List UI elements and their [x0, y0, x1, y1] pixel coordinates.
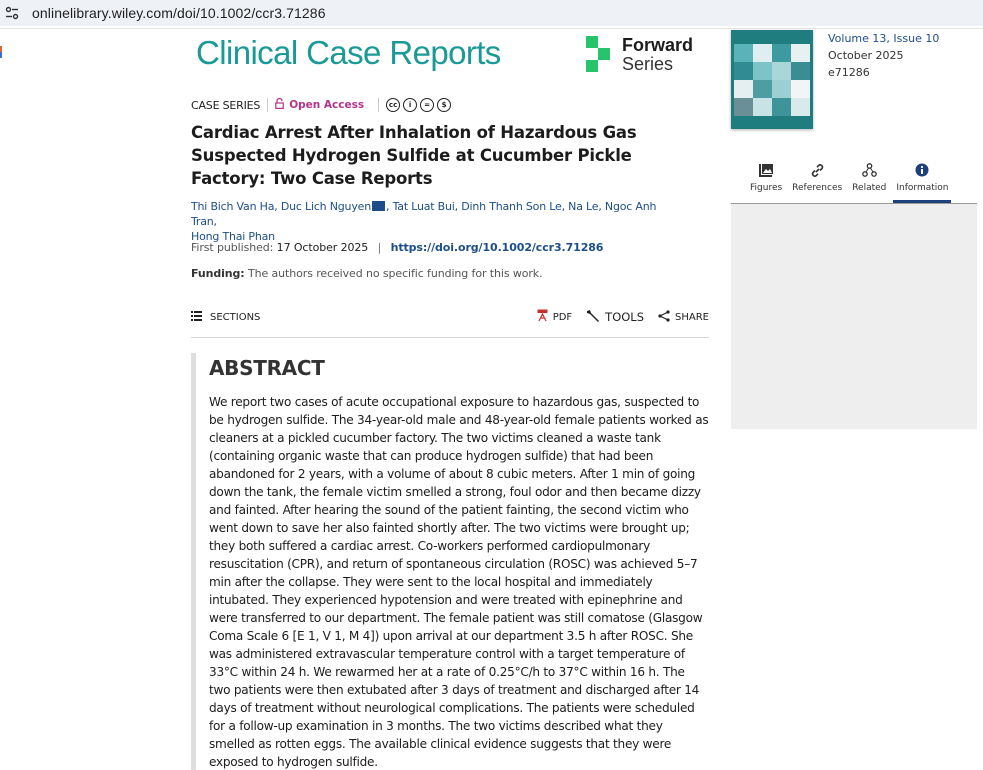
- journal-cover-image[interactable]: [731, 30, 813, 129]
- pdf-button[interactable]: [537, 309, 572, 325]
- tab-references[interactable]: [787, 160, 847, 200]
- abstract-text: We report two cases of acute occupational exposure to hazardous gas, suspected to be hydrogen sulfide. The 34-year-old male and 48-year-old female patients worked as cleaners at a pickled cucumber factory. The two victims cleaned a waste tank (containing organic waste that can produce hydrogen sulfide) that had been abandoned for 2 years, with a volume of about 8 cubic meters. After 1 min of going down the tank, the female victim smelled a strong, foul odor and then became dizzy and fainted. After hearing the sound of the patient fainting, the second victim who went down to save her also fainted shortly after. The two victims were brought up; they both suffered a cardiac arrest. Co-workers performed cardiopulmonary resuscitation (CPR), and return of spontaneous circulation (ROSC) was achieved 5–7 min after the collapse. They were sent to the local hospital and immediately intubated. They experienced hypotension and were treated with epinephrine and were transferred to our department. The female patient was still comatose (Glasgow Coma Scale 6 [E 1, V 1, M 4]) upon arrival at our department 3.5 h after ROSC. She was administered extravascular temperature control with a target temperature of 33°C within 24 h. We rewarmed her at a rate of 0.25°C/h to 37°C within 16 h. The two patients were then extubated after 3 days of treatment and discharged after 14 days of treatment without neurological complications. The patients were scheduled for a follow-up examination in 3 months. The two victims described what they smelled as rotten eggs. The available clinical evidence suggests that they were exposed to hydrogen sulfide.: [209, 395, 709, 769]
- author-link[interactable]: Duc Lich Nguyen: [280, 200, 371, 213]
- author-list: [191, 199, 661, 244]
- forward-series-logo[interactable]: [586, 36, 693, 74]
- series-label-sub: Series: [622, 54, 674, 74]
- open-access-badge: [275, 98, 364, 112]
- issue-volume-link[interactable]: Volume 13, Issue 10: [828, 32, 940, 45]
- nd-icon: =: [420, 98, 434, 112]
- wrench-icon: [586, 309, 600, 326]
- author-link[interactable]: Thi Bich Van Ha,: [191, 200, 278, 213]
- divider: [191, 337, 709, 338]
- share-button[interactable]: [658, 310, 709, 325]
- tools-button[interactable]: [586, 309, 644, 326]
- open-access-label: Open Access: [289, 99, 365, 111]
- tab-related[interactable]: [847, 160, 891, 200]
- author-link[interactable]: , Tat Luat Bui, Dinh Thanh Son Le, Na Le, Ngoc Anh Tran,: [191, 200, 657, 228]
- issue-info: [828, 30, 939, 81]
- link-icon: [810, 160, 825, 180]
- publication-info: First published: 17 October 2025 | https://doi.org/10.1002/ccr3.71286: [191, 241, 604, 254]
- first-published-label: First published:: [191, 241, 274, 254]
- tab-label: Figures: [750, 183, 783, 193]
- related-icon: [862, 160, 877, 180]
- sections-button[interactable]: [191, 311, 260, 324]
- mail-icon[interactable]: [372, 201, 385, 211]
- doi-link[interactable]: https://doi.org/10.1002/ccr3.71286: [390, 241, 604, 254]
- article-meta: [191, 98, 451, 112]
- tools-label: TOOLS: [605, 310, 645, 324]
- funding-text: The authors received no specific funding for this work.: [247, 267, 543, 280]
- tab-label: Related: [852, 183, 887, 193]
- tab-figures[interactable]: [745, 160, 787, 200]
- share-icon: [658, 310, 670, 325]
- edge-marker: [0, 52, 2, 58]
- article-type: CASE SERIES: [191, 98, 261, 112]
- series-label: Forward: [622, 35, 694, 55]
- divider: [267, 98, 268, 112]
- author-link[interactable]: Hong Thai Phan: [191, 230, 275, 243]
- list-icon: [191, 311, 202, 324]
- side-panel-tabs: [745, 160, 953, 200]
- license-icons[interactable]: [386, 98, 451, 112]
- image-icon: [759, 160, 773, 180]
- tune-icon[interactable]: [4, 5, 20, 21]
- divider: [0, 28, 983, 29]
- info-icon: [915, 160, 929, 180]
- abstract-border: [191, 353, 196, 770]
- divider: [378, 98, 379, 112]
- funding-label: Funding:: [191, 267, 245, 280]
- sections-label: SECTIONS: [210, 311, 261, 323]
- pdf-label: PDF: [552, 311, 573, 323]
- forward-series-icon: [586, 36, 612, 74]
- article-id: e71286: [828, 66, 870, 79]
- share-label: SHARE: [675, 311, 709, 323]
- tab-information[interactable]: [891, 160, 953, 200]
- funding-statement: [191, 267, 542, 280]
- url-text[interactable]: onlinelibrary.wiley.com/doi/10.1002/ccr3.71286: [32, 5, 326, 21]
- abstract-heading: ABSTRACT: [209, 356, 325, 380]
- lock-open-icon: [275, 98, 284, 112]
- tab-label: References: [792, 183, 843, 193]
- address-bar[interactable]: [0, 0, 983, 26]
- information-panel: [731, 204, 977, 429]
- by-icon: i: [403, 98, 417, 112]
- issue-date: October 2025: [828, 49, 904, 62]
- nc-icon: $: [437, 98, 451, 112]
- article-toolbar: [191, 308, 709, 326]
- tab-label: Information: [896, 183, 949, 193]
- article-title: Cardiac Arrest After Inhalation of Hazardous Gas Suspected Hydrogen Sulfide at Cucumber Pickle Factory: Two Case Reports: [191, 123, 637, 188]
- journal-title[interactable]: Clinical Case Reports: [196, 34, 501, 71]
- pdf-icon: [537, 309, 548, 325]
- first-published-date: 17 October 2025: [276, 241, 369, 254]
- cc-icon: cc: [386, 98, 400, 112]
